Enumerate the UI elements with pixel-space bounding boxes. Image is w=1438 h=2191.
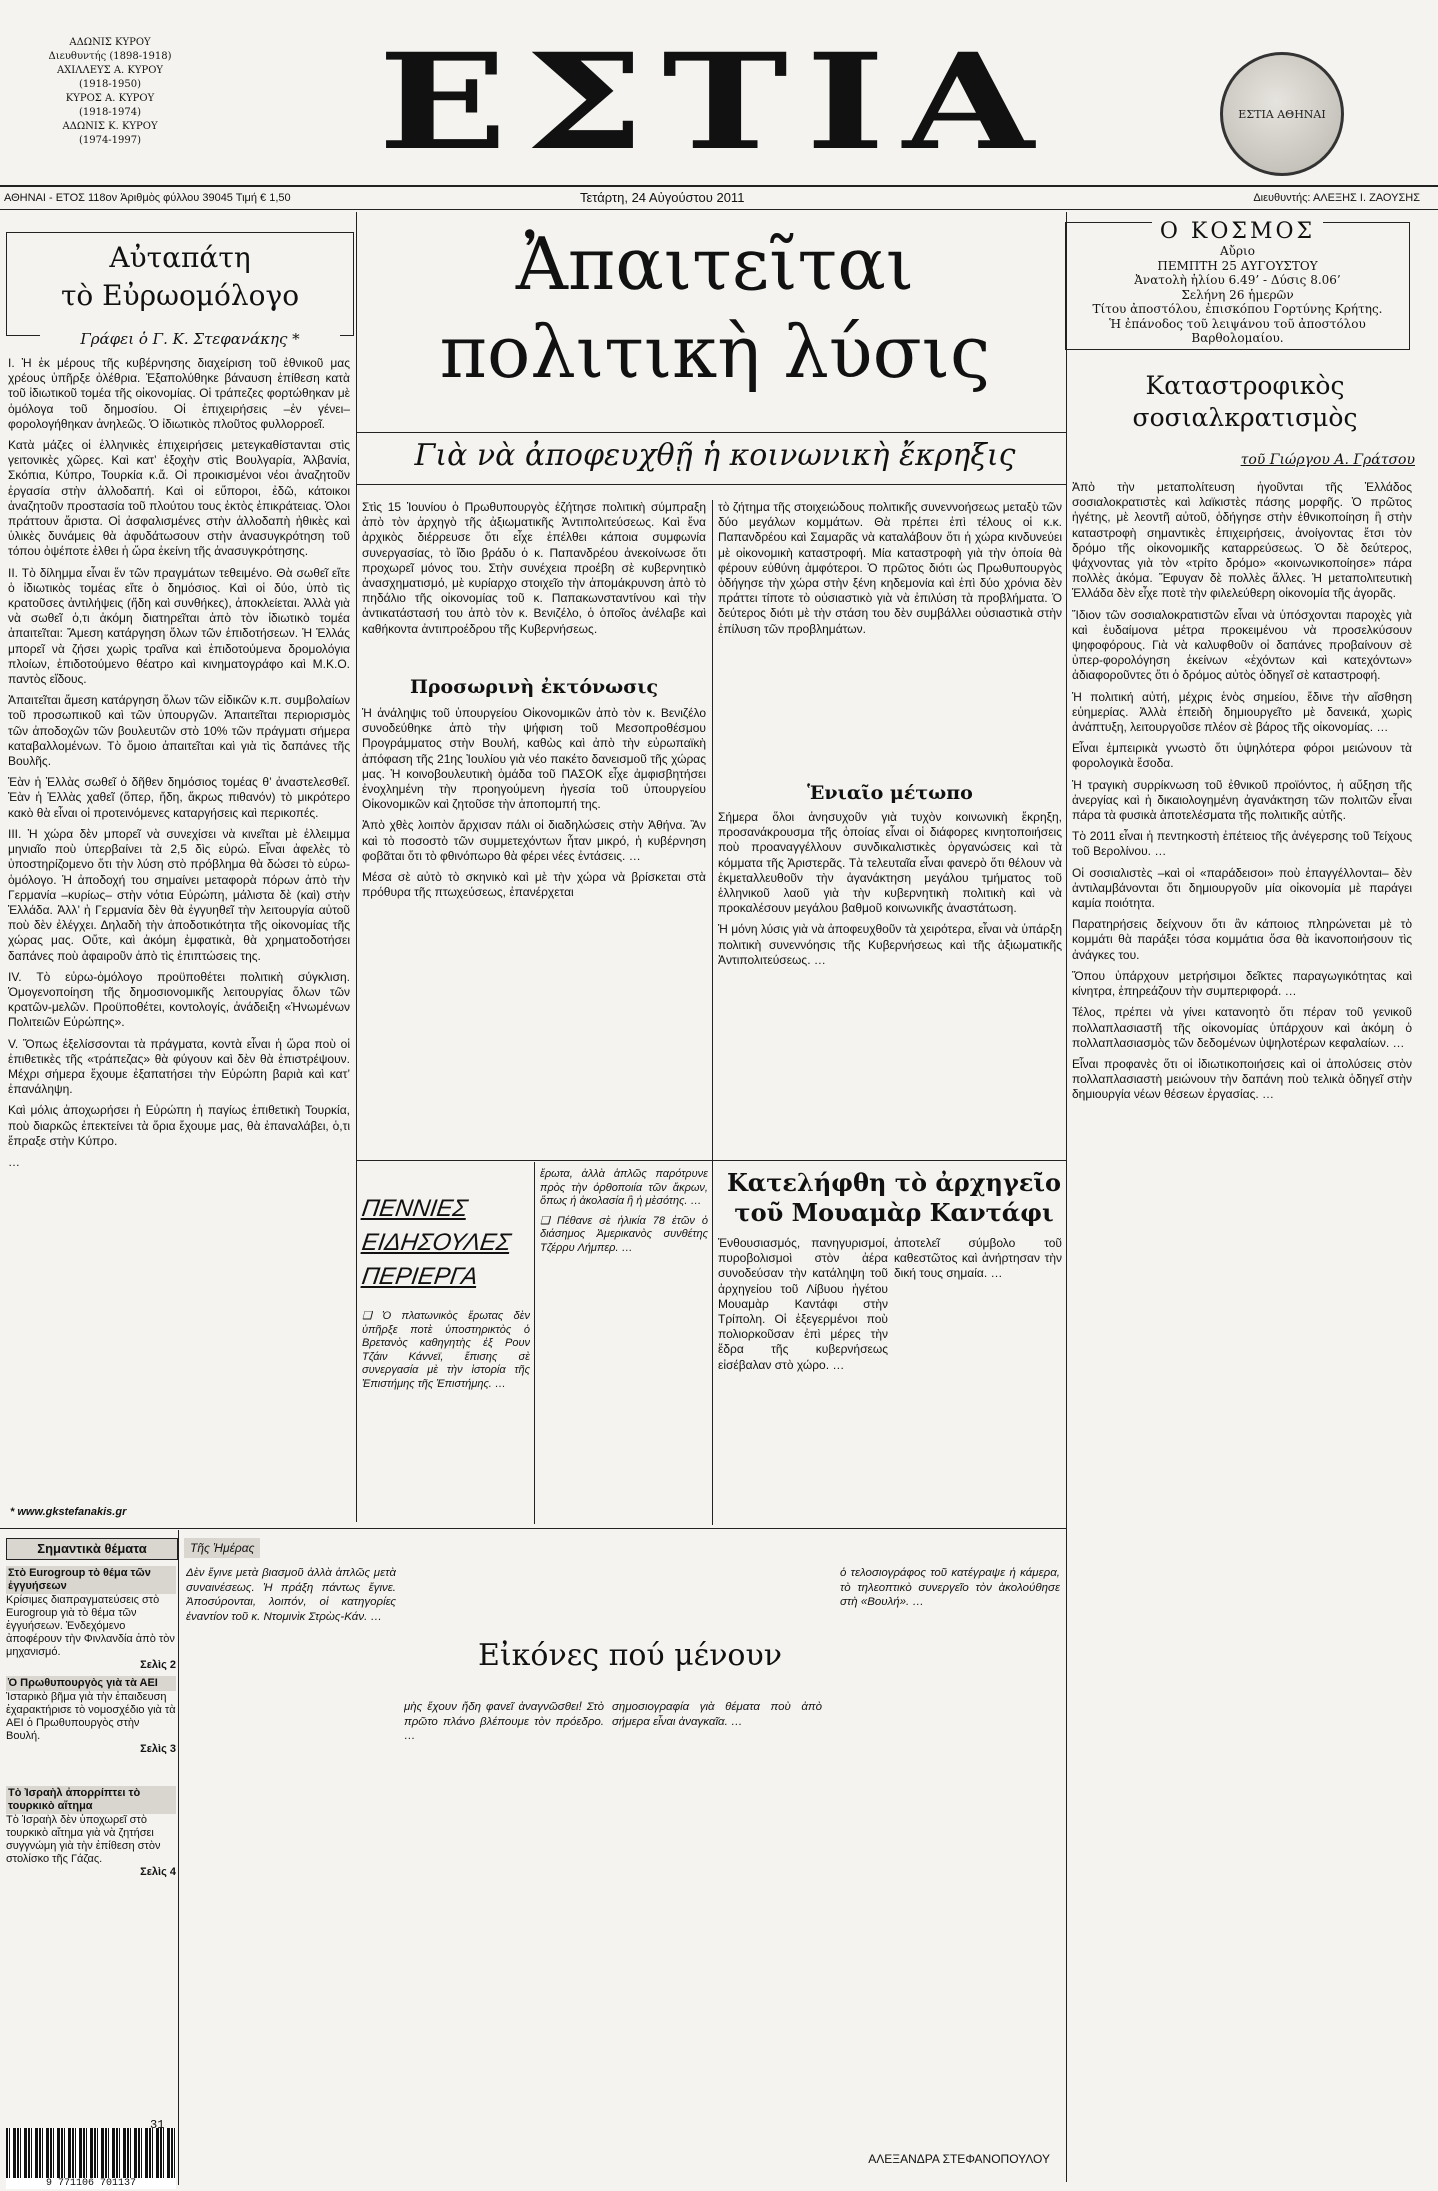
paragraph: Ἡ τραγικὴ συρρίκνωση τοῦ ἐθνικοῦ προϊόντος, ἡ αὔξηση τῆς ἀνεργίας καὶ ἡ δικαιολογημένη ἀγανάκτηση τῶν πολιτῶν εἶναι πάρα τὰ φυσικὰ ἀποτελέσματα τῆς πολιτικῆς αὐτῆς. [1072, 777, 1412, 823]
section-rule [0, 1528, 1066, 1529]
founder-line: ΚΥΡΟΣ Α. ΚΥΡΟΥ [65, 93, 155, 104]
main-article-section-2: Ἑνιαῖο μέτωπο [807, 782, 973, 804]
column-rule [178, 1530, 179, 2185]
main-article-col2b [718, 810, 1062, 1155]
founder-line: (1974-1997) [78, 135, 142, 146]
hmeras-col1 [186, 1566, 396, 2176]
topic-page: Σελὶς 2 [140, 1659, 176, 1671]
founder-line: Διευθυντής (1898-1918) [48, 51, 172, 62]
topic-item[interactable] [6, 1676, 176, 1756]
topic-text: Ἰσταρικὸ βῆμα γιὰ τὴν ἐπαιδευση ἐχαρακτήρισε τὸ νομοσχέδιο γιὰ τὰ ΑΕΙ ὁ Πρωθυπουργὸς στὴν Βουλή. [6, 1691, 176, 1742]
topic-page: Σελὶς 3 [140, 1743, 176, 1755]
main-headline-line-1: Ἀπαιτεῖται [515, 222, 915, 306]
paragraph: V. Ὅπως ἐξελίσσονται τὰ πράγματα, κοντὰ εἶναι ἡ ὥρα ποὺ οἱ ἐπιθετικὲς τῆς «τράπεζας» θὰ φύγουν καὶ δὲν θὰ ἐπιστρέψουν. Μέχρι σήμερα ἔχουμε ἐξαπατήσει τὴν Εὐρώπη βαριὰ καὶ κατ’ ἐπανάληψη. [8, 1036, 350, 1097]
left-article-byline: Γράφει ὁ Γ. Κ. Στεφανάκης * [40, 330, 340, 348]
paragraph: Ἀπὸ χθὲς λοιπὸν ἄρχισαν πάλι οἱ διαδηλώσεις στὴν Ἀθήνα. Ἂν καὶ τὸ ποσοστὸ τῶν συμμετεχόντων ἦταν μικρό, ἡ κυβέρνηση φοβᾶται ὅτι τὸ φθινόπωρο θὰ φέρει νέες ἐντάσεις. … [362, 818, 706, 863]
column-rule [712, 500, 713, 1525]
important-topics-header: Σημαντικὰ θέματα [6, 1538, 178, 1560]
topic-title: Τὸ Ἰσραὴλ ἀπορρίπτει τὸ τουρκικὸ αἴτημα [6, 1786, 176, 1814]
right-article-byline: τοῦ Γιώργου Α. Γράτσου [1240, 452, 1415, 468]
paragraph: ὁ τελοσιογράφος τοῦ κατέγραψε ἡ κάμερα, τὸ τηλεοπτικὸ συνεργεῖο τὸν ἀκολούθησε στὴ «Βουλή». … [840, 1567, 1060, 1608]
coin-text: ΕΣΤΙΑ ΑΘΗΝΑΙ [1238, 107, 1326, 121]
pennies-title-1: ΠΕΝΝΙΕΣ [360, 1195, 470, 1222]
director-name: Διευθυντής: ΑΛΕΞΗΣ Ι. ΖΑΟΥΣΗΣ [1253, 192, 1420, 204]
left-article-body [8, 356, 350, 1501]
topic-item[interactable] [6, 1566, 176, 1672]
paragraph: ἔρωτα, ἀλλὰ ἁπλῶς παρότρυνε πρὸς τὴν ὀρθοποιία τῶν ἄκρων, ὅπως ἡ ἀκολασία ἢ ἡ μὲσότης. … [540, 1168, 708, 1207]
main-headline [355, 220, 1075, 396]
hmeras-title: Εἰκόνες πού μένουν [478, 1638, 782, 1673]
left-article-title-2: τὸ Εὐρωομόλογο [60, 279, 300, 312]
right-article-title-1: Καταστροφικὸς [1145, 371, 1345, 400]
paragraph: Μέσα σὲ αὐτὸ τὸ σκηνικὸ καὶ μὲ τὴν χώρα νὰ βρίσκεται στὰ πρόθυρα τῆς πτωχεύσεως, ἐπανέρχεται [362, 870, 706, 900]
section-rule [356, 484, 1066, 485]
almanac-line: Σελήνη 26 ἡμερῶν [1181, 287, 1294, 302]
author-website[interactable]: * www.gkstefanakis.gr [10, 1506, 127, 1518]
paragraph: Εἶναι προφανὲς ὅτι οἱ ἰδιωτικοποιήσεις καὶ οἱ ἀπολύσεις στὸν πολλαπλασιαστὴ μειώνουν τὴν δαπάνη ποὺ τελικὰ ὁδηγεῖ στὴν δημιουργία νέων θέσεων ἐργασίας. … [1072, 1056, 1412, 1102]
almanac-line: ΠΕΜΠΤΗ 25 ΑΥΓΟΥΣΤΟΥ [1157, 258, 1318, 273]
founder-line: ΑΧΙΛΛΕΥΣ Α. ΚΥΡΟΥ [56, 65, 164, 76]
main-headline-line-2: πολιτικὴ λύσις [439, 310, 991, 394]
right-article-title-2: σοσιαλκρατισμὸς [1132, 403, 1358, 432]
almanac-box [1065, 219, 1410, 350]
founder-line: ΑΔΩΝΙΣ Κ. ΚΥΡΟΥ [62, 121, 158, 132]
pennies-col2 [540, 1168, 708, 1522]
pennies-title-2: ΕΙΔΗΣΟΥΛΕΣ [360, 1229, 513, 1256]
paragraph: Ἡ μόνη λύσις γιὰ νὰ ἀποφευχθοῦν τὰ χειρότερα, εἶναι νὰ ὑπάρξη πολιτικὴ συνεννόησις τῆς Κυβερνήσεως καὶ τῆς ἀξιωματικῆς Ἀντιπολιτεύσεως. … [718, 922, 1062, 967]
issue-number: 31 [150, 2118, 165, 2132]
founder-line: (1918-1950) [78, 79, 142, 90]
paragraph: σημοσιογραφία γιὰ θέματα ποὺ ἀπὸ σήμερα εἶναι ἀναγκαῖα. … [612, 1701, 822, 1728]
paragraph: Τέλος, πρέπει νὰ γίνει κατανοητὸ ὅτι πέραν τοῦ γενικοῦ πολλαπλασιαστῆ τῆς οἰκονομίας ὑπάρχουν καὶ ἀκόμη ὁ πολλαπλασιασμὸς τῶν δεδομένων ὑψηλοτέρων κεφαλαίων. … [1072, 1005, 1412, 1050]
paragraph: Ἴδιον τῶν σοσιαλοκρατιστῶν εἶναι νὰ ὑπόσχονται παροχὲς γιὰ καὶ ἐυδαίμονα μέτρα προκειμένου νὰ προσελκύσουν ψηφοφόρους. Γιὰ νὰ καλυφθοῦν οἱ δαπάνες προβαίνουν σὲ ὑπερ-φορολόγηση ἐκείνων «ἐχόντων καὶ κατεχόντων» ἀδιαφοροῦντες ὅτι ὁ δρόμος αὐτὸς ὁδηγεῖ σὲ καταστροφή. [1072, 607, 1412, 683]
barcode-digits: 9 771106 701137 [6, 2178, 176, 2189]
paragraph: ❑ Ὁ πλατωνικὸς ἔρωτας δὲν ὑπῆρξε ποτὲ ὑποστηρικτὸς ὁ Βρετανὸς καθηγητὴς ἐξ Ρουν Τζάιν Κάννεϊ, ἔπισης σὲ συνεργασία μὲ τὴν ἱστορία τῆς Ἐπιστήμης τῆς Ἐπιστήμης. … [362, 1310, 530, 1390]
paragraph: Στὶς 15 Ἰουνίου ὁ Πρωθυπουργὸς ἐζήτησε πολιτικὴ σύμπραξη ἀπὸ τὸν ἀρχηγὸ τῆς ἀξιωματικῆς Ἀντιπολιτεύσεως. Καὶ ἕνα ἀρχικὸς διέρρευσε ὅτι εἶχε ἐπέλθει κάποια συμφωνία συνεργασίας, τὸ ἴδιο βράδυ ὁ κ. Παπανδρέου ἀνεκοίνωσε ὅτι προχωρεῖ μόνος του. Στὴν συνέχεια προέβη σὲ κυβερνητικὸ ἀνασχηματισμό, μὲ κυρίαρχο στοιχεῖο τὴν ἀπομάκρυνση ἀπὸ τὸ πηδάλιο τῆς οἰκονομίας τοῦ κ. Παπακωνσταντίνου καὶ τὴν ἀντικατάστασή του ἀπὸ τὸν κ. Βενιζέλο, ὁ ὁποῖος ἀνέλαβε καὶ καθήκοντα ἀντιπροέδρου τῆς Κυβερνήσεως. [362, 500, 706, 636]
edition-info: ΑΘΗΝΑΙ - ΕΤΟΣ 118ον Ἀριθμὸς φύλλου 39045 Τιμή € 1,50 [4, 192, 291, 204]
left-article-title-box [6, 232, 354, 336]
almanac-line: Ἡ ἐπάνοδος τοῦ λειψάνου τοῦ ἀποστόλου Βαρθολομαίου. [1109, 316, 1366, 345]
paragraph: Ὅπου ὑπάρχουν μετρήσιμοι δεῖκτες παραγωγικότητας καὶ κίνητρα, ἐπηρεάζουν τὴν συμπεριφορά. … [1072, 968, 1412, 999]
right-article-title [1075, 370, 1415, 434]
main-article-section-1: Προσωρινὴ ἐκτόνωσις [409, 676, 659, 698]
pennies-col1 [362, 1310, 530, 1522]
gaddafi-col1 [718, 1236, 888, 1522]
paragraph: Καὶ μόλις ἀποχωρήσει ἡ Εὐρώπη ἡ παγίως ἐπιθετικὴ Τουρκία, ποὺ διαρκῶς ἐπεκτείνει τὰ ὅρια ἔχουμε μας, θὰ ἐπαναλάβει, ὁ,τι ἔπραξε στὴν Κύπρο. [8, 1103, 350, 1148]
paragraph: Εἶναι ἐμπειρικὰ γνωστὸ ὅτι ὑψηλότερα φόροι μειώνουν τὰ φορολογικὰ ἔσοδα. [1072, 741, 1412, 771]
section-rule [356, 432, 1066, 433]
main-subheadline: Γιὰ νὰ ἀποφευχθῇ ἡ κοινωνικὴ ἔκρηξις [414, 438, 1016, 473]
topic-text: Κρίσιμες διαπραγματεύσεις στὸ Eurogroup γιὰ τὸ θέμα τῶν ἐγγυήσεων. Ἐνδεχόμενο ἀποφέρουν τὴν Φινλανδία ἀπὸ τὸν μηχανισμό. [6, 1594, 175, 1658]
hmeras-col2 [404, 1700, 604, 2176]
paragraph: Ἡ ἀνάληψις τοῦ ὑπουργείου Οἰκονομικῶν ἀπὸ τὸν κ. Βενιζέλο συνοδεύθηκε ἀπὸ τὴν ψήφιση τοῦ Μεσοπροθέσμου Προγράμματος στὴν Βουλή, καθὼς καὶ ἀπὸ τὴν εὐρωπαϊκὴ ἀπόφαση τῆς 21ης Ἰουλίου γιὰ νέο πακέτο δανεισμοῦ τῆς χώρας μας. Ἡ κοινοβουλευτικὴ ὁμάδα τοῦ ΠΑΣΟΚ εἶχε ἀμφισβητήσει ἐνοχλημένη τὴν προηγούμενη ἡγεσία τοῦ ὑπουργείου Οἰκονομικῶν καὶ ζητοῦσε τὴν ἀποπομπή της. [362, 706, 706, 812]
gaddafi-title-1: Κατελήφθη τὸ ἀρχηγεῖο [726, 1168, 1062, 1197]
gaddafi-headline [722, 1168, 1066, 1228]
almanac-line: Αὔριο [1220, 244, 1255, 258]
paragraph: … [8, 1154, 20, 1169]
paragraph: Παρατηρήσεις δείχνουν ὅτι ἂν κάποιος πληρώνεται μὲ τὸ κομμάτι θὰ παράξει τόσα κομμάτια ὅσα θὰ ἱκανοποιήσουν τὶς ἀνάγκες του. [1072, 917, 1412, 962]
pennies-title-3: ΠΕΡΙΕΡΓΑ [360, 1263, 480, 1290]
topic-page: Σελὶς 4 [140, 1866, 176, 1878]
gaddafi-col2 [894, 1236, 1062, 1522]
paragraph: ΙΙΙ. Ἡ χώρα δὲν μπορεῖ νὰ συνεχίσει νὰ κινεῖται μὲ ἐλλειμμα μηνιαῖο ποὺ ὑπερβαίνει τὰ 2,5 δὶς εὐρώ. Εἶναι ἀφελὲς τὸ ὑποστηρίζομενο ὅτι τὴν λύση στὸ πρόβλημα θὰ δώσει τὸ εὐρω-ὁμόλογο. Ἡ ἀποδοχή του σημαίνει μεταφορὰ πόρων ἀπὸ τὴν Γερμανία –κυρίως– στὴν νότια Εὐρώπη, μάλιστα δὲ (καὶ) στὴν Ἑλλάδα. Ἀλλ’ ἡ Γερμανία δὲν θὰ ἐγγυηθεῖ τὴν λειτουργία αὐτοῦ ποὺ δὲν ἐλέγχει. Δηλαδὴ τὴν ἀποδοτικότητα τῆς οἰκονομίας τῆς χώρας μας. Οὔτε, καὶ ἀκόμη ἐμφατικὰ, θὰ χρηματοδοτήσει δαπάνες ποὺ ἀφαιροῦν ἀπὸ τὶς ἐπιπτώσεις της. [8, 826, 350, 963]
paragraph: ἀποτελεῖ σύμβολο τοῦ καθεστῶτος καὶ ἀνήρτησαν τὴν δική τους σημαία. … [894, 1236, 1062, 1281]
column-label: Τῆς Ἡμέρας [184, 1538, 260, 1558]
paragraph: Ἐνθουσιασμός, πανηγυρισμοί, πυροβολισμοὶ στὸν ἀέρα συνοδεύσαν τὴν κατάληψη τοῦ ἀρχηγείου τοῦ Λίβυου ἡγέτου Μουαμὰρ Καντάφι στὴν Τρίπολη. Οἱ ἐξεγερμένοι ποὺ πολιορκοῦσαν ἐπὶ μέρες τὴν ἕδρα τῆς κυβερνήσεως εἰσέβαλαν στὸ χώρο. … [718, 1236, 888, 1372]
paragraph: Ἡ πολιτική αὐτή, μέχρις ἑνὸς σημείου, ἔδινε τὴν αἴσθηση εὐημερίας. Ἀλλὰ ἐπειδὴ δημιουργεῖτο μὲ δανεικά, χωρὶς ἀνάπτυξη, λειτουργοῦσε πλέον σὲ βάρος τῆς οἰκονομίας. … [1072, 689, 1412, 735]
paragraph: τὸ ζήτημα τῆς στοιχειώδους πολιτικῆς συνεννοήσεως μεταξὺ τῶν δύο μεγάλων κομμάτων. Θὰ πρέπει ἐπὶ τέλους οἱ κ.κ. Παπανδρέου καὶ Σαμαρᾶς νὰ καταλάβουν ὅτι ἡ χώρα κινδυνεύει μὲ οἰκονομικὴ καταστροφή. Μία καταστροφὴ γιὰ τὴν ὁποία θὰ φέρουν εὐθύνη ἀμφότεροι. Ὁ πρῶτος διότι ὡς Πρωθυπουργὸς ὁδήγησε τὴν χώρα στὴν ξένη κηδεμονία καὶ ἐπὶ δύο χρόνια δὲν πράττει τίποτε τὸ οὐσιαστικὸ γιὰ νὰ ἐπιλύση τὰ προβλήματα. Ὁ δεύτερος διότι μὲ τὴν στάση του δὲν συμβάλλει οὐσιαστικὰ στὴν ἐπίλυση τῶν προβλημάτων. [718, 500, 1062, 636]
hestia-coin-logo [1220, 52, 1344, 176]
right-article-body [1072, 480, 1412, 2180]
topic-text: Τὸ Ἰσραὴλ δὲν ὑποχωρεῖ στὸ τουρκικὸ αἴτημα γιὰ νὰ ζητήσει συγγνώμη γιὰ τὴν ἐπίθεση στὸν στολίσκο τῆς Γάζας. [6, 1814, 161, 1865]
almanac-header: Ο ΚΟΣΜΟΣ [1152, 219, 1323, 244]
founders-list [40, 36, 180, 148]
hmeras-col3 [612, 1700, 822, 2176]
hmeras-col4 [840, 1566, 1060, 2146]
main-article-col1b [362, 706, 706, 1154]
gaddafi-title-2: τοῦ Μουαμὰρ Καντάφι [734, 1198, 1054, 1227]
paragraph: μὴς ἔχουν ἤδη φανεῖ ἀναγνῶσθει! Στὸ πρῶτο πλάνο βλέπουμε τὸν πρόεδρο. … [404, 1701, 604, 1742]
left-article-title-1: Αὐταπάτη [109, 241, 251, 274]
info-bar [0, 185, 1438, 210]
masthead-title: ΕΣΤΙΑ [378, 25, 1052, 180]
paragraph: Ι. Ἡ ἐκ μέρους τῆς κυβέρνησης διαχείριση τοῦ ἐθνικοῦ μας χρέους ὑπῆρξε ὀλέθρια. Ἐξαπολύθηκε βάναυση ἐπίθεση κατὰ τοῦ ἰδιωτικοῦ τομέα τῆς οἰκονομίας. Οἱ τράπεζες φορτώθηκαν μὲ ὁμόλογα τοῦ δημοσίου. Οἱ ἐπιχειρήσεις –ἐν γένει– φορολογήθηκαν ἀνηλεῶς. Ὁ ἰδιωτικὸς πλοῦτος φυλλορροεῖ. [8, 356, 350, 431]
section-rule [356, 1160, 1066, 1161]
founder-line: (1918-1974) [78, 107, 142, 118]
pennies-logo [362, 1192, 512, 1302]
column-rule [534, 1162, 535, 1524]
paragraph: Οἱ σοσιαλιστὲς –καὶ οἱ «παράδεισοι» ποὺ ἐπαγγέλλονται– δὲν ἀντιλαμβάνονται ὅτι δημιουργοῦν μία οἰκονομία μὲ παράγει καμία ποιότητα. [1072, 865, 1412, 911]
paragraph: Ἐὰν ἡ Ἑλλὰς σωθεῖ ὁ δῆθεν δημόσιος τομέας θ’ ἀναστελεσθεῖ. Ἐὰν ἡ Ἑλλὰς χαθεῖ (ὅπερ, ἤδη, ἄκρως πιθανόν) τὸ μικρότερο κακὸ θὰ εἶναι οἱ προτεινόμενες καταργήσεις καὶ περικοπές. [8, 775, 350, 820]
paragraph: IV. Τὸ εὐρω-ὁμόλογο προϋποθέτει πολιτικὴ σύγκλιση. Ὁμογενοποίηση τῆς δημοσιονομικῆς λειτουργίας ὅλων τῶν κρατῶν-μελῶν. Προϋποθέτει, κοντολογίς, ἀνάδειξη «Ἡνωμένων Πολιτειῶν Εὐρώπης». [8, 969, 350, 1030]
author-signature: ΑΛΕΞΑΝΔΡΑ ΣΤΕΦΑΝΟΠΟΥΛΟΥ [868, 2152, 1050, 2166]
founder-line: ΑΔΩΝΙΣ ΚΥΡΟΥ [69, 37, 151, 48]
paragraph: Δὲν ἔγινε μετὰ βιασμοῦ ἀλλὰ ἁπλῶς μετὰ συναινέσεως. Ἡ πράξη πάντως ἔγινε. Ἀποσύρονται, λοιπόν, οἱ κατηγορίες ἐναντίον τοῦ κ. Ντομινὶκ Στρὼς-Κάν. … [186, 1567, 396, 1623]
almanac-line: Ἀνατολὴ ἡλίου 6.49’ - Δύσις 8.06’ [1134, 273, 1341, 287]
topic-title: Ὁ Πρωθυπουργὸς γιὰ τὰ ΑΕΙ [6, 1676, 176, 1691]
paragraph: Σήμερα ὅλοι ἀνησυχοῦν γιὰ τυχὸν κοινωνικὴ ἔκρηξη, προσανάκρουσμα τῆς ὁποίας εἶναι οἱ διάφορες κινητοποιήσεις ποὺ προαναγγέλλουν συνδικαλιστικὲς ὀργανώσεις καὶ τὰ κόμματα τῆς Ἀριστερᾶς. Τὰ τελευταῖα εἶναι φανερὸ ὅτι θέλουν νὰ ἐκμεταλλευθοῦν τὴν ἀγανάκτηση μεγάλου τμήματος τοῦ ἑλληνικοῦ λαοῦ γιὰ τὴν κυβερνητικὴ πολιτικὴ καὶ νὰ προκαλέσουν μεγάλου βαθμοῦ κοινωνικῆς ἀναστάτωση. [718, 810, 1062, 916]
paragraph: Τὸ 2011 εἶναι ἡ πεντηκοστὴ ἐπέτειος τῆς ἀνέγερσης τοῦ Τείχους τοῦ Βερολίνου. … [1072, 829, 1412, 859]
paragraph: ❑ Πέθανε σὲ ἡλικία 78 ἐτῶν ὁ διάσημος Ἀμερικανὸς συνθέτης Τζέρρυ Λήμπερ. … [540, 1214, 708, 1254]
topic-item[interactable] [6, 1786, 176, 1879]
column-rule [1066, 212, 1067, 2182]
paragraph: Ἀπὸ τὴν μεταπολίτευση ἡγοῦνται τῆς Ἑλλάδος σοσιαλοκρατιστὲς καὶ λαϊκιστὲς πάσης μορφῆς. Ὁ πρῶτος ἡγέτης, μὲ λεοντῆ αὐτοῦ, ὁδήγησε στὴν ἐθνικοποίηση ἢ στὴν καταστροφὴ σημαντικὲς ἐπιχειρήσεις, ἀνοίγοντας ἔτσι τὸν δρόμο τῆς οἰκονομικῆς καταρρεύσεως. Ὁ δὲ δεύτερος, ψάχνοντας γιὰ τὸν «τρίτο δρόμο» «κοινωνικοποίησε» πάρα πολλὲς ἀκόμα. Ἔφυγαν δὲ πολλὲς ἄλλες. Ἡ μεταπολιτευτικὴ Ἑλλάδα δὲν εἶχε ποτὲ τὴν φιλελεύθερη οἰκονομία τῆς ἀγορᾶς. [1072, 480, 1412, 601]
main-article-col1 [362, 500, 706, 660]
paragraph: Κατὰ μάζες οἱ ἑλληνικὲς ἐπιχειρήσεις μετεγκαθίστανται στὶς γειτονικὲς χῶρες. Καὶ κατ’ ἐξοχὴν στὶς Βουλγαρία, Ἀλβανία, Σκόπια, Κύπρο, Τουρκία κ.ἄ. Οἱ προικισμένοι νέοι ἀναζητοῦν ἐργασία στὴν ἀλλοδαπή. Καὶ οἱ εὔποροι, ἐδῶ, κάτοικοι ἀναζητοῦν προστασία τοῦ πλούτου τους ἐκτὸς ἐπικράτειας. Ὁλοι πράττουν ἄριστα. Οἱ ἀσφαλισμένες στὴν ἀλλοδαπὴ ἠθικὲς καὶ ὑλικὲς δυνάμεις θὰ ἀφυδάτωσουν στὴν ἀνασυγκρότηση τοῦ τόπου ὀψέποτε ἐλθει ἡ ὥρα ἐκείνη τῆς ἀνασυγκρότησης. [8, 438, 350, 559]
main-article-col2 [718, 500, 1062, 775]
almanac-line: Τίτου ἀποστόλου, ἐπισκόπου Γορτύνης Κρήτης. [1092, 302, 1383, 316]
issue-date: Τετάρτη, 24 Αὐγούστου 2011 [580, 190, 745, 205]
paragraph: ΙΙ. Τὸ δίλημμα εἶναι ἕν τῶν πραγμάτων τεθειμένο. Θὰ σωθεῖ εἴτε ὁ ἰδιωτικὸς τομέας εἴτε ὁ δημόσιος. Καὶ οἱ δύο, ὑπὸ τὶς κρατοῦσες ἀντιλήψεις (ἤδη καὶ συνθήκες), ἀποκλείεται. Ἀλλὰ γιὰ νὰ σωθεῖ ὁ,τι ἀκόμη διατηρεῖται ἀπὸ τὸν ἰδιωτικὸ τομέα ἀπαιτεῖται: Ἄμεση κατάργηση ὅλων τῶν ἐπιδοτήσεων. Ἡ Ἑλλάς μπορεῖ νὰ ζήσει χωρὶς τραῖνα καὶ ἐπιδοτούμενα δρομολόγια πλοίων, ἐπιδοτούμενο θέατρο καὶ κινηματογράφο καὶ Μ.Κ.Ο. παντὸς εἴδους. [8, 565, 350, 687]
column-rule [356, 212, 357, 1522]
topic-title: Στὸ Eurogroup τὸ θέμα τῶν ἐγγυήσεων [6, 1566, 176, 1594]
paragraph: Ἀπαιτεῖται ἄμεση κατάργηση ὅλων τῶν εἰδικῶν κ.π. συμβολαίων τοῦ προσωπικοῦ καὶ τῶν ὑπουργῶν. Ἀπαιτεῖται περιορισμὸς τῶν ἀποδοχῶν τῶν βουλευτῶν στὸ 10% τῶν πράγματι σήμερα καταβαλλομένων. Τὸ ὅμοιο ἀπαιτεῖται καὶ γιὰ τὶς δαπάνες τῆς Βουλῆς. [8, 693, 350, 769]
